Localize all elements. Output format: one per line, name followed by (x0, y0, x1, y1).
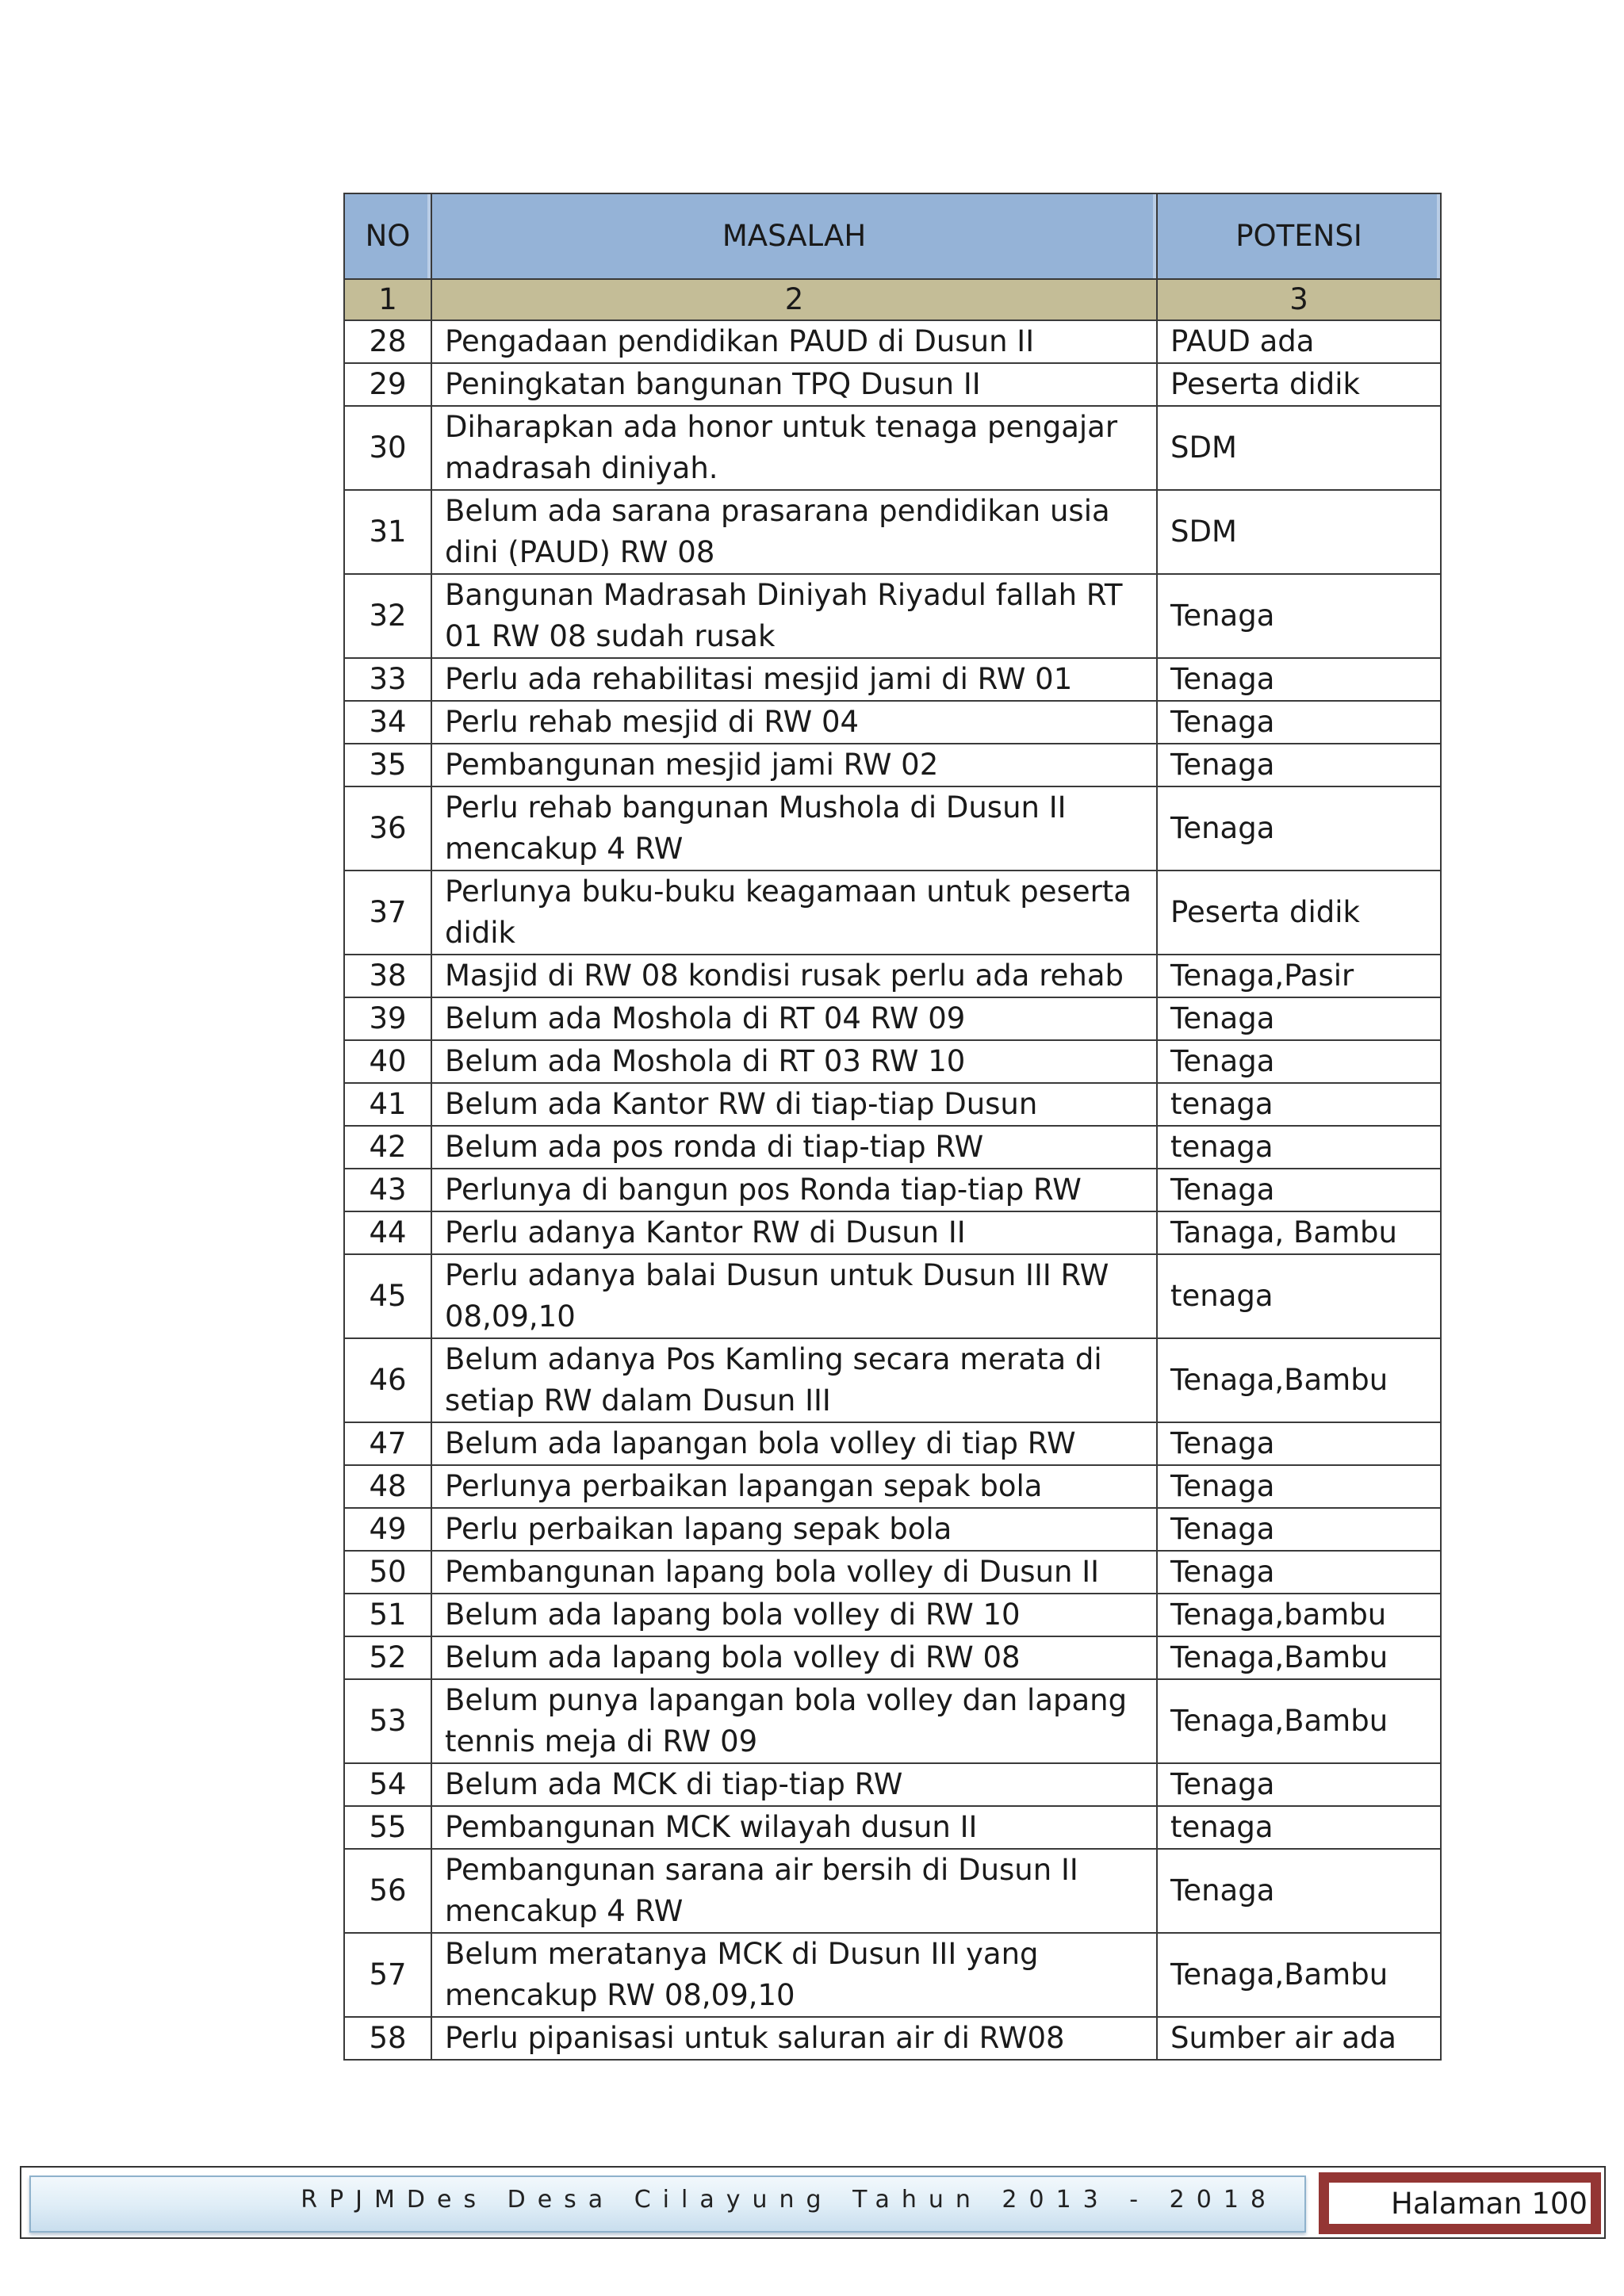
row-potensi: tenaga (1157, 1126, 1441, 1169)
table-row (344, 1933, 1441, 2017)
row-number: 48 (344, 1465, 431, 1508)
table-row (344, 658, 1441, 701)
header-masalah: MASALAH (431, 193, 1157, 279)
row-number: 42 (344, 1126, 431, 1169)
page-number-box (1319, 2172, 1601, 2234)
row-potensi: Tenaga (1157, 574, 1441, 658)
table-row (344, 1040, 1441, 1083)
row-potensi: SDM (1157, 406, 1441, 490)
row-number: 54 (344, 1763, 431, 1806)
row-number: 38 (344, 955, 431, 997)
table-row (344, 320, 1441, 363)
row-potensi: Sumber air ada (1157, 2017, 1441, 2060)
table-row (344, 1126, 1441, 1169)
column-number-2: 2 (431, 279, 1157, 320)
row-number: 32 (344, 574, 431, 658)
row-masalah: Perlu adanya balai Dusun untuk Dusun III RW 08,09,10 (431, 1254, 1157, 1338)
row-masalah: Belum adanya Pos Kamling secara merata di setiap RW dalam Dusun III (431, 1338, 1157, 1422)
footer-title: RPJMDes Desa Cilayung Tahun 2013 - 2018 (301, 2186, 1277, 2214)
table-row (344, 1211, 1441, 1254)
table-body (344, 320, 1441, 2060)
row-potensi: tenaga (1157, 1806, 1441, 1849)
row-number: 55 (344, 1806, 431, 1849)
footer-band (29, 2175, 1306, 2233)
row-masalah: Perlu adanya Kantor RW di Dusun II (431, 1211, 1157, 1254)
row-masalah: Bangunan Madrasah Diniyah Riyadul fallah RT 01 RW 08 sudah rusak (431, 574, 1157, 658)
row-masalah: Pengadaan pendidikan PAUD di Dusun II (431, 320, 1157, 363)
table-row (344, 574, 1441, 658)
row-masalah: Perlunya buku-buku keagamaan untuk peserta didik (431, 871, 1157, 955)
table-row (344, 786, 1441, 871)
row-potensi: Tenaga (1157, 1465, 1441, 1508)
row-number: 46 (344, 1338, 431, 1422)
row-potensi: Tenaga,Bambu (1157, 1679, 1441, 1763)
table-row (344, 1083, 1441, 1126)
row-masalah: Perlunya di bangun pos Ronda tiap-tiap RW (431, 1169, 1157, 1211)
row-number: 51 (344, 1594, 431, 1636)
row-masalah: Perlu perbaikan lapang sepak bola (431, 1508, 1157, 1551)
table-row (344, 1763, 1441, 1806)
row-number: 34 (344, 701, 431, 744)
table-row (344, 1849, 1441, 1933)
row-potensi: tenaga (1157, 1083, 1441, 1126)
row-masalah: Belum ada Moshola di RT 04 RW 09 (431, 997, 1157, 1040)
row-masalah: Perlunya perbaikan lapangan sepak bola (431, 1465, 1157, 1508)
row-number: 28 (344, 320, 431, 363)
row-masalah: Perlu rehab mesjid di RW 04 (431, 701, 1157, 744)
row-potensi: Tenaga (1157, 1551, 1441, 1594)
row-potensi: Tenaga (1157, 1040, 1441, 1083)
table-row (344, 955, 1441, 997)
row-masalah: Pembangunan MCK wilayah dusun II (431, 1806, 1157, 1849)
row-potensi: Tenaga (1157, 701, 1441, 744)
row-masalah: Belum ada Moshola di RT 03 RW 10 (431, 1040, 1157, 1083)
page-footer (20, 2166, 1606, 2239)
table-row (344, 1254, 1441, 1338)
row-number: 50 (344, 1551, 431, 1594)
row-number: 33 (344, 658, 431, 701)
row-potensi: Tenaga (1157, 1422, 1441, 1465)
column-number-row (344, 279, 1441, 320)
table-row (344, 1594, 1441, 1636)
table-row (344, 701, 1441, 744)
row-potensi: Tenaga,Bambu (1157, 1933, 1441, 2017)
table-row (344, 871, 1441, 955)
row-potensi: PAUD ada (1157, 320, 1441, 363)
row-number: 52 (344, 1636, 431, 1679)
row-masalah: Diharapkan ada honor untuk tenaga pengajar madrasah diniyah. (431, 406, 1157, 490)
table-row (344, 1338, 1441, 1422)
row-number: 40 (344, 1040, 431, 1083)
row-masalah: Perlu rehab bangunan Mushola di Dusun II mencakup 4 RW (431, 786, 1157, 871)
row-masalah: Perlu pipanisasi untuk saluran air di RW08 (431, 2017, 1157, 2060)
table-row (344, 490, 1441, 574)
page-number-label: Halaman 100 (1329, 2183, 1591, 2224)
row-number: 49 (344, 1508, 431, 1551)
row-number: 47 (344, 1422, 431, 1465)
header-no: NO (344, 193, 431, 279)
row-potensi: Tenaga,bambu (1157, 1594, 1441, 1636)
row-masalah: Pembangunan sarana air bersih di Dusun II mencakup 4 RW (431, 1849, 1157, 1933)
table-row (344, 363, 1441, 406)
row-masalah: Belum ada lapang bola volley di RW 10 (431, 1594, 1157, 1636)
row-potensi: Tenaga,Pasir (1157, 955, 1441, 997)
row-masalah: Pembangunan lapang bola volley di Dusun II (431, 1551, 1157, 1594)
row-number: 31 (344, 490, 431, 574)
row-number: 37 (344, 871, 431, 955)
row-number: 57 (344, 1933, 431, 2017)
table-header-row (344, 193, 1441, 279)
problem-potential-table (343, 193, 1442, 2061)
row-potensi: Peserta didik (1157, 871, 1441, 955)
table-row (344, 1465, 1441, 1508)
row-number: 43 (344, 1169, 431, 1211)
row-number: 36 (344, 786, 431, 871)
table-row (344, 1806, 1441, 1849)
row-potensi: Tenaga (1157, 786, 1441, 871)
row-masalah: Belum ada lapang bola volley di RW 08 (431, 1636, 1157, 1679)
table-row (344, 1508, 1441, 1551)
row-masalah: Belum ada MCK di tiap-tiap RW (431, 1763, 1157, 1806)
row-number: 53 (344, 1679, 431, 1763)
table-row (344, 406, 1441, 490)
row-number: 35 (344, 744, 431, 786)
row-masalah: Masjid di RW 08 kondisi rusak perlu ada rehab (431, 955, 1157, 997)
row-number: 30 (344, 406, 431, 490)
row-number: 39 (344, 997, 431, 1040)
row-masalah: Belum ada pos ronda di tiap-tiap RW (431, 1126, 1157, 1169)
row-masalah: Belum meratanya MCK di Dusun III yang mencakup RW 08,09,10 (431, 1933, 1157, 2017)
row-potensi: SDM (1157, 490, 1441, 574)
row-number: 29 (344, 363, 431, 406)
table-row (344, 1551, 1441, 1594)
row-potensi: Tenaga (1157, 1849, 1441, 1933)
row-masalah: Pembangunan mesjid jami RW 02 (431, 744, 1157, 786)
table-row (344, 1422, 1441, 1465)
row-potensi: Tenaga,Bambu (1157, 1636, 1441, 1679)
row-masalah: Peningkatan bangunan TPQ Dusun II (431, 363, 1157, 406)
table-row (344, 744, 1441, 786)
table-row (344, 2017, 1441, 2060)
row-masalah: Belum ada Kantor RW di tiap-tiap Dusun (431, 1083, 1157, 1126)
row-masalah: Belum punya lapangan bola volley dan lapang tennis meja di RW 09 (431, 1679, 1157, 1763)
table-row (344, 1636, 1441, 1679)
row-potensi: Tanaga, Bambu (1157, 1211, 1441, 1254)
row-number: 58 (344, 2017, 431, 2060)
row-potensi: Tenaga (1157, 658, 1441, 701)
column-number-1: 1 (344, 279, 431, 320)
row-potensi: Tenaga,Bambu (1157, 1338, 1441, 1422)
row-potensi: Tenaga (1157, 744, 1441, 786)
row-masalah: Belum ada lapangan bola volley di tiap RW (431, 1422, 1157, 1465)
header-potensi: POTENSI (1157, 193, 1441, 279)
row-number: 56 (344, 1849, 431, 1933)
row-potensi: Tenaga (1157, 1169, 1441, 1211)
row-number: 45 (344, 1254, 431, 1338)
table-row (344, 997, 1441, 1040)
row-potensi: Tenaga (1157, 997, 1441, 1040)
column-number-3: 3 (1157, 279, 1441, 320)
row-number: 41 (344, 1083, 431, 1126)
row-number: 44 (344, 1211, 431, 1254)
row-masalah: Belum ada sarana prasarana pendidikan usia dini (PAUD) RW 08 (431, 490, 1157, 574)
table-row (344, 1679, 1441, 1763)
row-masalah: Perlu ada rehabilitasi mesjid jami di RW 01 (431, 658, 1157, 701)
row-potensi: Tenaga (1157, 1508, 1441, 1551)
row-potensi: Peserta didik (1157, 363, 1441, 406)
table-row (344, 1169, 1441, 1211)
row-potensi: Tenaga (1157, 1763, 1441, 1806)
row-potensi: tenaga (1157, 1254, 1441, 1338)
